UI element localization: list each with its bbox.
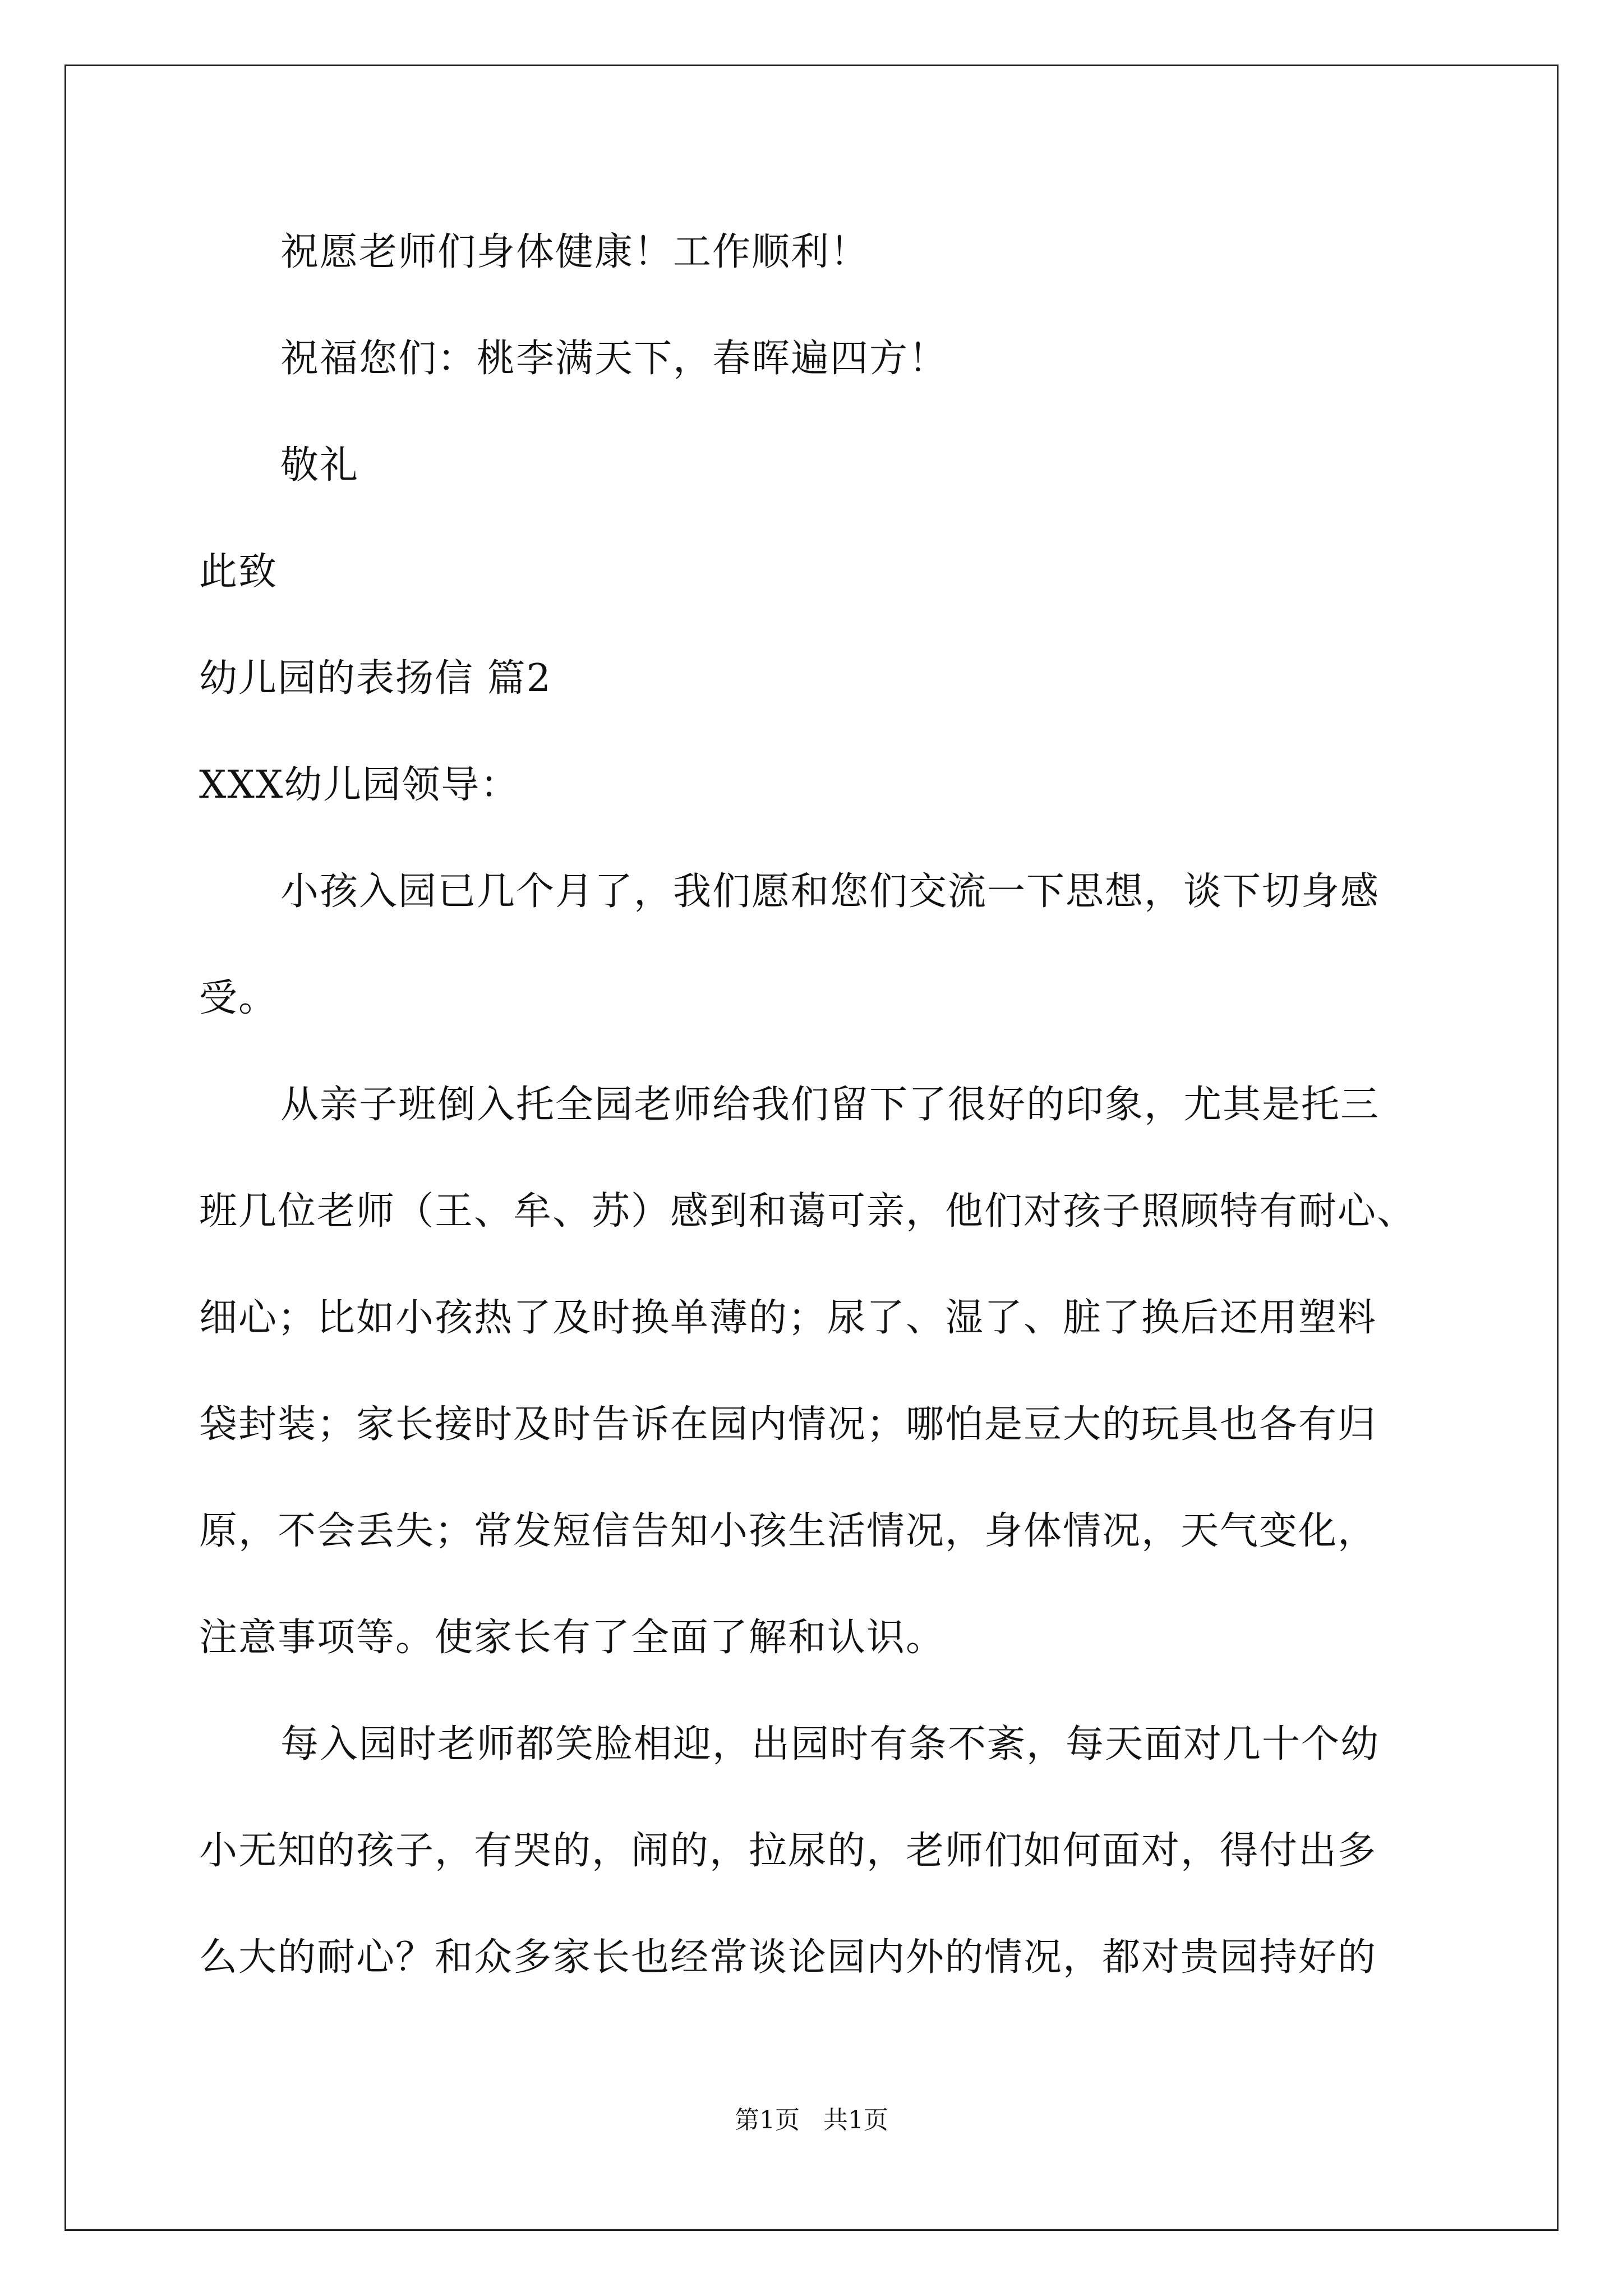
- paragraph-line: 细心；比如小孩热了及时换单薄的；尿了、湿了、脏了换后还用塑料: [199, 1296, 1377, 1340]
- paragraph-line: 受。: [199, 976, 278, 1020]
- paragraph-line: 袋封装；家长接时及时告诉在园内情况；哪怕是豆大的玩具也各有归: [199, 1402, 1377, 1447]
- paragraph-line: 小无知的孩子，有哭的，闹的，拉尿的，老师们如何面对，得付出多: [199, 1829, 1377, 1873]
- text-line-blessing: 祝福您们：桃李满天下，春晖遍四方！: [280, 337, 948, 381]
- paragraph-line: 原，不会丢失；常发短信告知小孩生活情况，身体情况，天气变化，: [199, 1509, 1377, 1553]
- text-line-closing: 此致: [199, 550, 278, 594]
- page-frame: [64, 65, 1559, 2231]
- paragraph-line: 每入园时老师都笑脸相迎，出园时有条不紊，每天面对几十个幼: [280, 1722, 1380, 1766]
- page-footer: 第1页 共1页: [735, 2106, 888, 2134]
- paragraph-line: 注意事项等。使家长有了全面了解和认识。: [199, 1616, 946, 1660]
- text-line-wishes: 祝愿老师们身体健康！工作顺利！: [280, 230, 870, 274]
- letter-salutation: XXX幼儿园领导：: [199, 763, 520, 807]
- paragraph-line: 小孩入园已几个月了，我们愿和您们交流一下思想，谈下切身感: [280, 869, 1380, 914]
- paragraph-line: 从亲子班倒入托全园老师给我们留下了很好的印象，尤其是托三: [280, 1083, 1380, 1127]
- text-line-salute: 敬礼: [280, 443, 359, 487]
- paragraph-line: 么大的耐心？和众多家长也经常谈论园内外的情况，都对贵园持好的: [199, 1935, 1377, 1980]
- section-heading: 幼儿园的表扬信 篇2: [199, 656, 552, 701]
- paragraph-line: 班几位老师（王、牟、苏）感到和蔼可亲，他们对孩子照顾特有耐心、: [199, 1189, 1417, 1234]
